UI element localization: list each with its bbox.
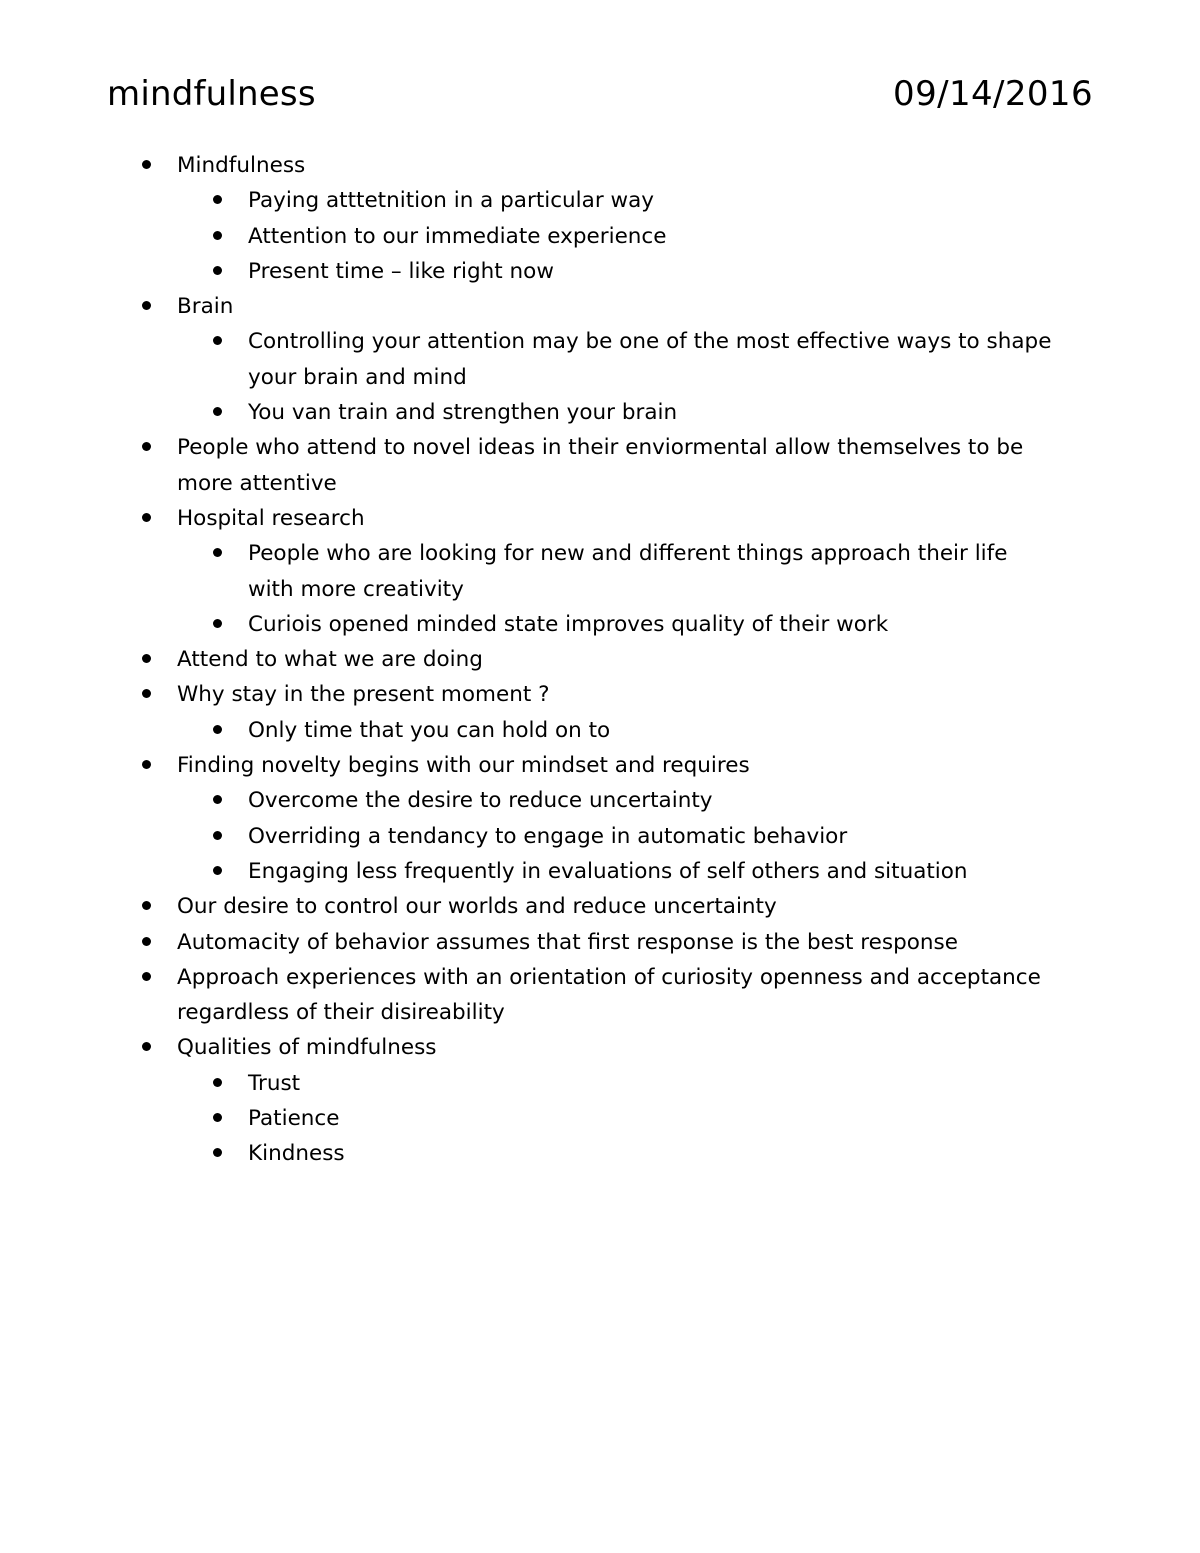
list-item-text: Qualities of mindfulness (177, 1035, 437, 1061)
sub-list-item-text: Overcome the desire to reduce uncertainty (248, 788, 713, 814)
bullet-icon (142, 1042, 151, 1051)
bullet-icon (142, 760, 151, 769)
bullet-icon (213, 336, 222, 345)
list-item (0, 1030, 1057, 1065)
list-item-text: Approach experiences with an orientation of curiosity openness and acceptance regardless of their disireability (177, 964, 1041, 1026)
list-item-text: Hospital research (177, 505, 365, 531)
sub-list-item (0, 536, 1058, 607)
bullet-icon (213, 619, 222, 628)
sub-list-item (0, 783, 1058, 818)
list-item-text: Automacity of behavior assumes that first response is the best response (177, 929, 958, 955)
list-item-text: Attend to what we are doing (177, 647, 483, 673)
list-item-text: People who attend to novel ideas in their enviormental allow themselves to be more attentive (177, 435, 1024, 496)
list-item (0, 642, 1057, 677)
notes-list (0, 148, 1200, 1172)
sub-list-item-text: Controlling your attention may be one of the most effective ways to shape your brain and mind (248, 329, 1052, 390)
bullet-icon (213, 407, 222, 416)
bullet-icon (142, 654, 151, 663)
bullet-icon (142, 301, 151, 310)
sub-list-item-text: Overriding a tendancy to engage in automatic behavior (248, 823, 848, 849)
sub-list-item-text: Attention to our immediate experience (248, 223, 667, 249)
list-item (0, 430, 1057, 501)
bullet-icon (213, 1113, 222, 1122)
bullet-icon (142, 937, 151, 946)
list-item-text: Brain (177, 294, 234, 320)
bullet-icon (213, 231, 222, 240)
bullet-icon (142, 972, 151, 981)
page-date: 09/14/2016 (893, 74, 1093, 114)
bullet-icon (142, 160, 151, 169)
sub-list-item-text: Curiois opened minded state improves quality of their work (248, 611, 889, 637)
sub-list-item (0, 854, 1058, 889)
sub-list-item (0, 183, 1058, 218)
sub-list-item (0, 324, 1058, 395)
sub-list-item-text: Kindness (248, 1141, 345, 1167)
sub-list-item (0, 713, 1058, 748)
sub-list-item-text: You van train and strengthen your brain (248, 400, 678, 426)
list-item-text: Finding novelty begins with our mindset and requires (177, 753, 750, 779)
bullet-icon (213, 195, 222, 204)
sub-list-item-text: Present time – like right now (248, 258, 554, 284)
sub-list-item (0, 1066, 1058, 1101)
bullet-icon (142, 901, 151, 910)
list-item (0, 960, 1057, 1031)
bullet-icon (213, 1078, 222, 1087)
sub-list-item-text: Patience (248, 1106, 340, 1132)
list-item (0, 925, 1057, 960)
sub-list-item (0, 1136, 1058, 1171)
bullet-icon (213, 1148, 222, 1157)
sub-list-item (0, 1101, 1058, 1136)
list-item (0, 748, 1057, 783)
list-item (0, 148, 1057, 183)
page-title: mindfulness (107, 74, 316, 114)
list-item (0, 677, 1057, 712)
sub-list-item (0, 219, 1058, 254)
bullet-icon (142, 442, 151, 451)
sub-list-item (0, 254, 1058, 289)
page-header (107, 72, 1093, 120)
sub-list-item (0, 395, 1058, 430)
list-item-text: Our desire to control our worlds and reduce uncertainty (177, 894, 777, 920)
sub-list-item-text: Trust (248, 1070, 301, 1096)
bullet-icon (213, 795, 222, 804)
list-item-text: Mindfulness (177, 153, 306, 178)
bullet-icon (213, 866, 222, 875)
bullet-icon (142, 689, 151, 698)
bullet-icon (213, 548, 222, 557)
sub-list-item (0, 819, 1058, 854)
list-item (0, 289, 1057, 324)
sub-list-item-text: Only time that you can hold on to (248, 717, 611, 743)
bullet-icon (213, 831, 222, 840)
list-item-text: Why stay in the present moment ? (177, 682, 550, 708)
bullet-icon (142, 513, 151, 522)
list-item (0, 501, 1057, 536)
bullet-icon (213, 266, 222, 275)
list-item (0, 889, 1057, 924)
sub-list-item-text: Paying atttetnition in a particular way (248, 188, 654, 214)
sub-list-item-text: People who are looking for new and different things approach their life with more creativity (248, 541, 1008, 602)
bullet-icon (213, 725, 222, 734)
sub-list-item-text: Engaging less frequently in evaluations of self others and situation (248, 858, 968, 884)
sub-list-item (0, 607, 1058, 642)
